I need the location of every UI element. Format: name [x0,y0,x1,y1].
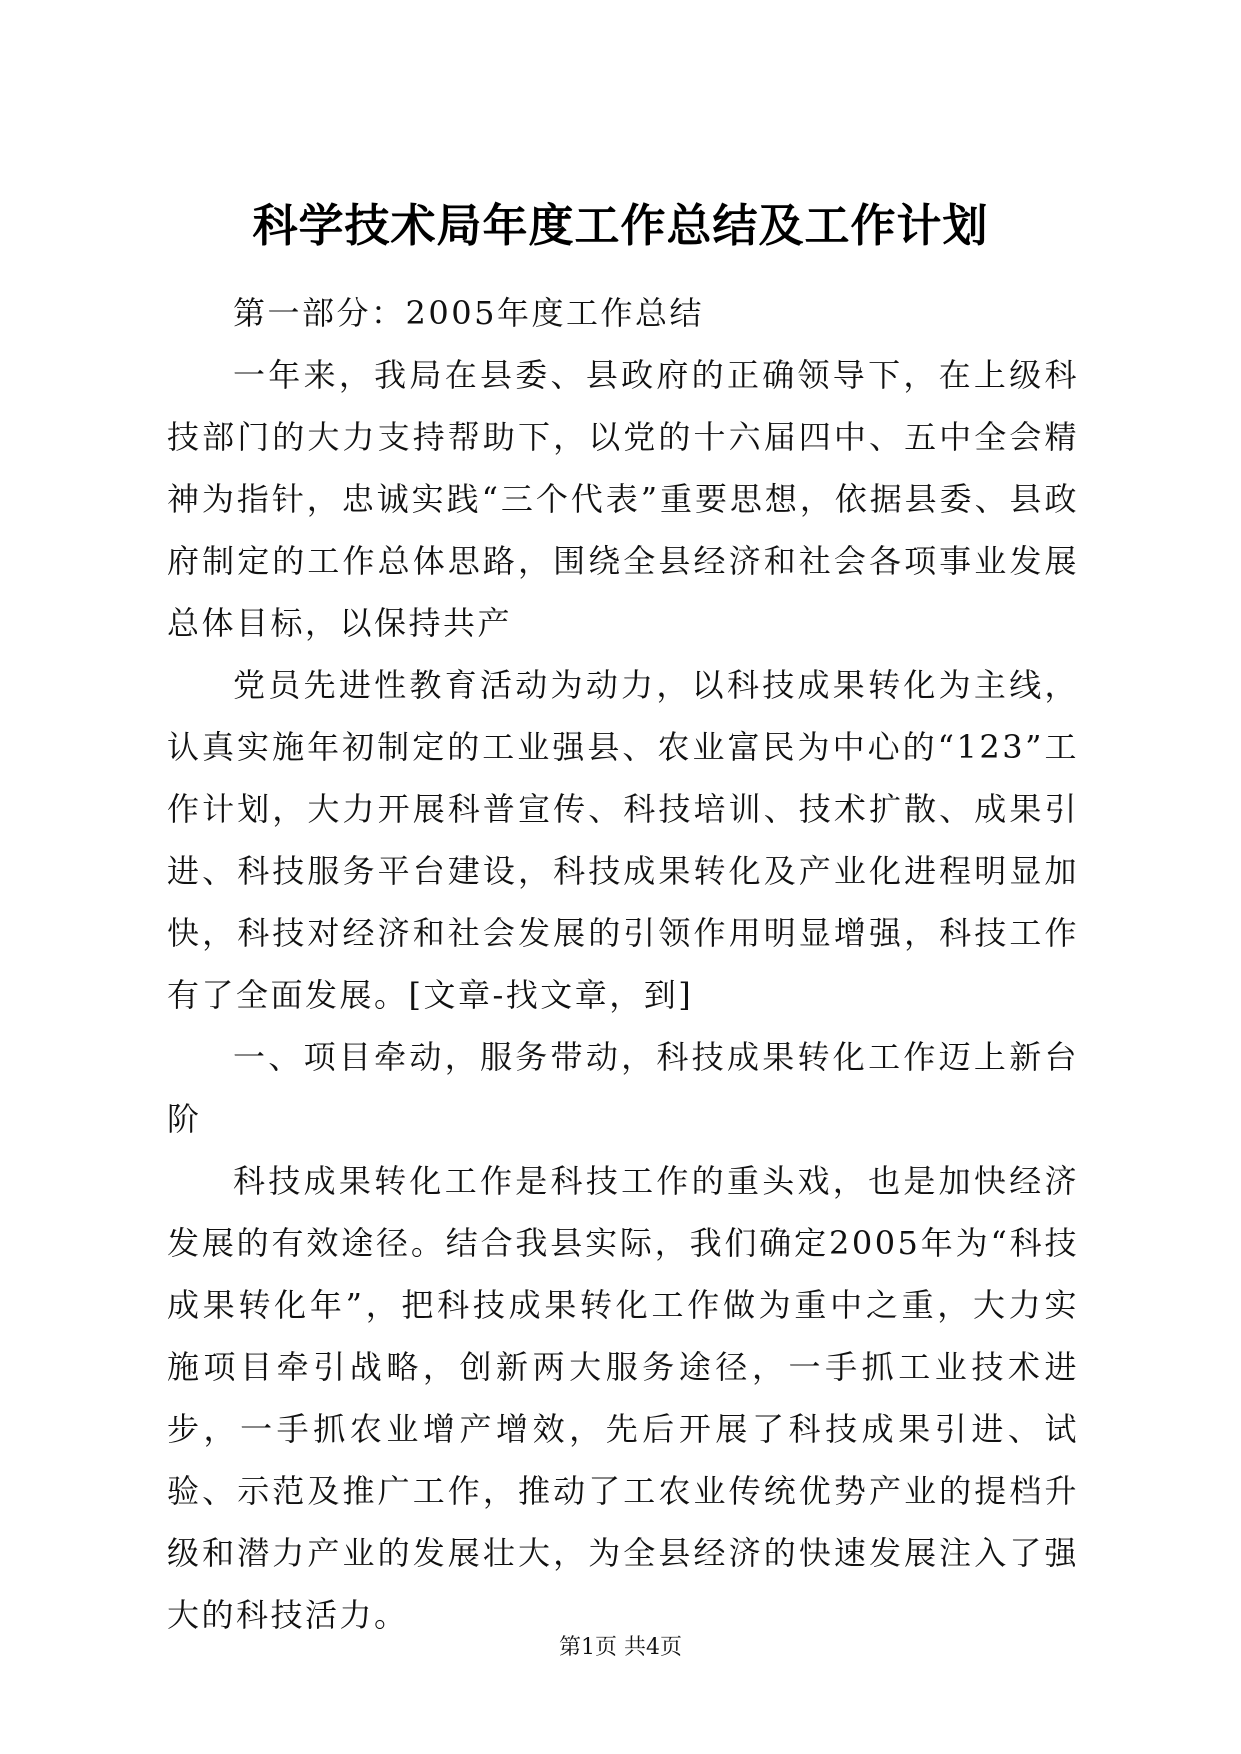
page-number-footer: 第1页 共4页 [559,1635,682,1660]
paragraph: 党员先进性教育活动为动力，以科技成果转化为主线，认真实施年初制定的工业强县、农业富民为中心的“123”工作计划，大力开展科普宣传、科技培训、技术扩散、成果引进、科技服务平台建设，科技成果转化及产业化进程明显加快，科技对经济和社会发展的引领作用明显增强，科技工作有了全面发展。[文章-找文章，到] [167,666,1079,1014]
subsection-heading: 一、项目牵动，服务带动，科技成果转化工作迈上新台阶 [167,1038,1079,1138]
paragraph: 科技成果转化工作是科技工作的重头戏，也是加快经济发展的有效途径。结合我县实际，我们确定2005年为“科技成果转化年”，把科技成果转化工作做为重中之重，大力实施项目牵引战略，创新两大服务途径，一手抓工业技术进步，一手抓农业增产增效，先后开展了科技成果引进、试验、示范及推广工作，推动了工农业传统优势产业的提档升级和潜力产业的发展壮大，为全县经济的快速发展注入了强大的科技活力。 [167,1162,1079,1634]
section-heading: 第一部分：2005年度工作总结 [233,294,704,332]
document-title: 科学技术局年度工作总结及工作计划 [252,199,989,252]
document-body [167,282,1079,1646]
paragraph: 一年来，我局在县委、县政府的正确领导下，在上级科技部门的大力支持帮助下，以党的十六届四中、五中全会精神为指针，忠诚实践“三个代表”重要思想，依据县委、县政府制定的工作总体思路，围绕全县经济和社会各项事业发展总体目标，以保持共产 [167,356,1079,642]
